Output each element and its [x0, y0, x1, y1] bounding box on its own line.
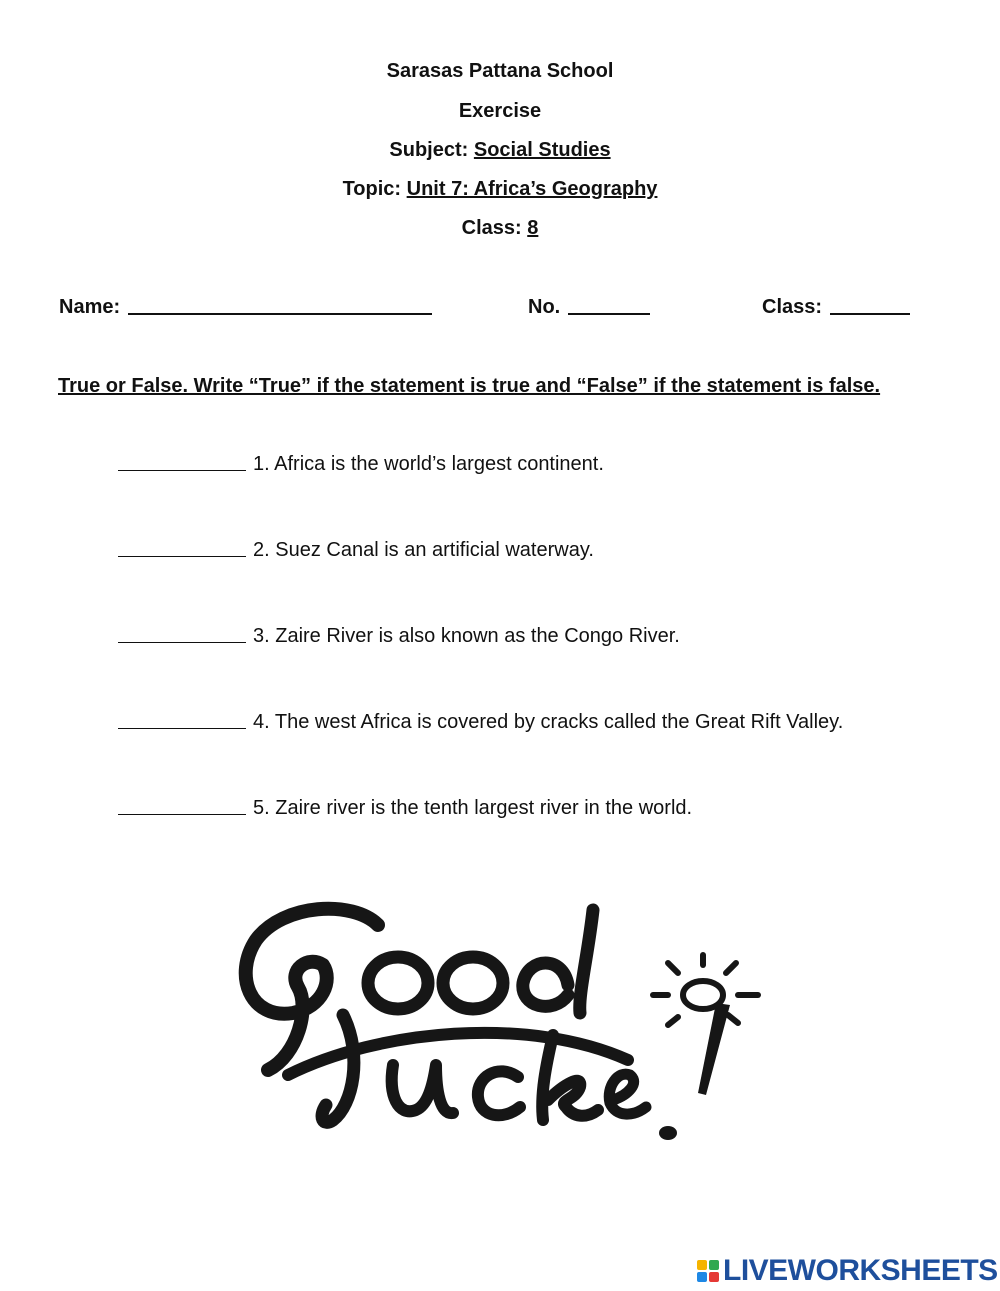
question-2: [118, 538, 594, 562]
exercise-title: Exercise: [458, 100, 542, 122]
liveworksheets-logo-icon: [697, 1260, 719, 1282]
topic-value: Unit 7: Africa’s Geography: [406, 178, 658, 200]
topic-line: [0, 177, 1000, 201]
subject-line: [0, 138, 1000, 162]
good-luck-artwork: [228, 895, 773, 1150]
name-field: [59, 295, 432, 319]
school-title: Sarasas Pattana School: [386, 60, 614, 82]
question-text-4: 4. The west Africa is covered by cracks called the Great Rift Valley.: [253, 711, 844, 733]
class-input[interactable]: [830, 295, 910, 315]
answer-blank-4[interactable]: [118, 710, 246, 729]
class-field: [762, 295, 910, 319]
class-field-label: Class:: [762, 296, 823, 318]
answer-blank-1[interactable]: [118, 452, 246, 471]
sun-icon: [653, 955, 758, 1025]
name-label: Name:: [59, 296, 121, 318]
liveworksheets-brand: [697, 1256, 998, 1286]
number-field: [528, 295, 650, 319]
question-3: [118, 624, 680, 648]
number-label: No.: [528, 296, 561, 318]
question-text-5: 5. Zaire river is the tenth largest river in the world.: [253, 797, 693, 819]
answer-blank-2[interactable]: [118, 538, 246, 557]
question-text-3: 3. Zaire River is also known as the Congo River.: [253, 625, 680, 647]
instruction: True or False. Write “True” if the statement is true and “False” if the statement is false.: [58, 375, 881, 397]
number-input[interactable]: [568, 295, 650, 315]
class-label: Class:: [461, 217, 522, 239]
subject-value: Social Studies: [473, 139, 611, 161]
question-text-1: 1. Africa is the world’s largest continent.: [253, 453, 604, 475]
name-input[interactable]: [128, 295, 432, 315]
answer-blank-3[interactable]: [118, 624, 246, 643]
topic-label: Topic:: [342, 178, 402, 200]
liveworksheets-text: LIVEWORKSHEETS: [723, 1254, 998, 1287]
class-value: 8: [527, 217, 539, 239]
question-4: [118, 710, 843, 734]
subject-label: Subject:: [389, 139, 469, 161]
class-line: [0, 216, 1000, 240]
answer-blank-5[interactable]: [118, 796, 246, 815]
question-5: [118, 796, 692, 820]
question-1: [118, 452, 604, 476]
question-text-2: 2. Suez Canal is an artificial waterway.: [253, 539, 594, 561]
